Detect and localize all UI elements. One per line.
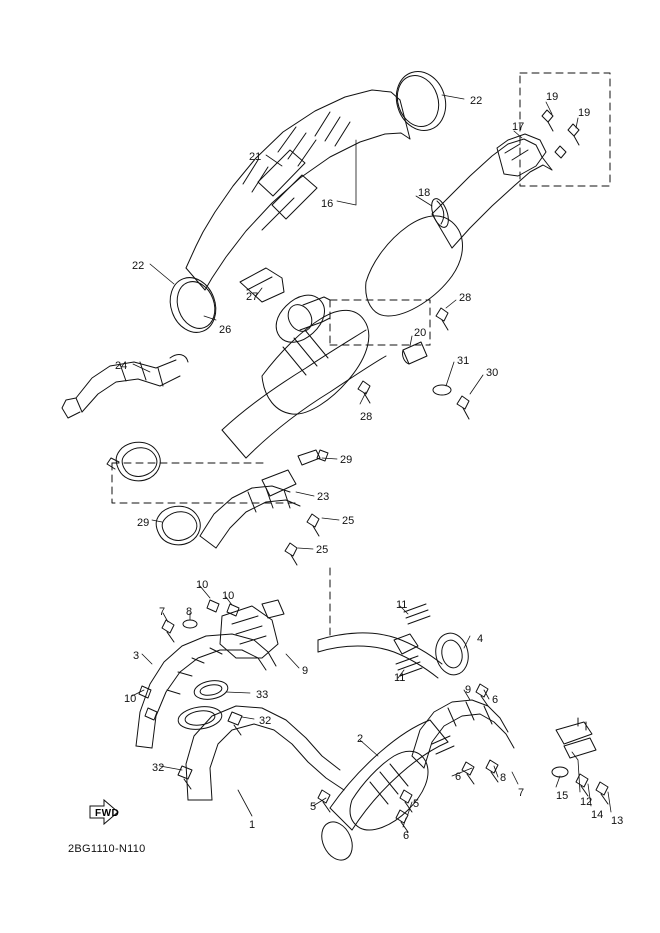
callout-number: 5 [310,801,317,813]
callout-number: 23 [317,491,330,503]
callout-number: 33 [256,689,269,701]
callout-number: 30 [486,367,499,379]
callout-number: 28 [459,292,472,304]
callout-number: 2 [357,733,364,745]
callout-number: 10 [196,579,209,591]
callout-number: 17 [512,121,525,133]
callout-number: 31 [457,355,470,367]
callout-number: 25 [342,515,355,527]
callout-number: 10 [124,693,137,705]
callout-number: 1 [249,819,256,831]
callout-number: 9 [465,684,472,696]
diagram-code: 2BG1110-N110 [68,843,146,855]
callout-number: 24 [115,360,128,372]
callout-number: 19 [578,107,591,119]
callout-number: 22 [132,260,145,272]
callout-number: 32 [259,715,272,727]
callout-number: 8 [500,772,507,784]
callout-number: 27 [246,291,259,303]
callout-number: 14 [591,809,604,821]
callout-number: 8 [186,606,193,618]
callout-number: 10 [222,590,235,602]
callout-number: 22 [470,95,483,107]
callout-number: 26 [219,324,232,336]
callout-number: 25 [316,544,329,556]
callout-number: 3 [133,650,140,662]
callout-number: 5 [413,798,420,810]
callout-number: 11 [394,672,406,684]
callout-number: 6 [492,694,499,706]
callout-number: 11 [396,599,408,611]
callout-number: 19 [546,91,559,103]
callout-number: 7 [159,606,166,618]
callout-number: 29 [137,517,150,529]
callout-number: 6 [455,771,462,783]
callout-number: 6 [403,830,410,842]
callout-number: 4 [477,633,484,645]
callout-number: 20 [414,327,427,339]
callout-number: 16 [321,198,334,210]
callout-number: 21 [249,151,262,163]
callout-number: 32 [152,762,165,774]
callout-number: 29 [340,454,353,466]
callout-number: 15 [556,790,569,802]
callout-number: 13 [611,815,624,827]
callout-number: 7 [518,787,525,799]
fwd-label: FWD [95,808,120,819]
callout-number: 9 [302,665,309,677]
callout-number: 18 [418,187,431,199]
callout-number: 12 [580,796,593,808]
callout-number: 28 [360,411,373,423]
